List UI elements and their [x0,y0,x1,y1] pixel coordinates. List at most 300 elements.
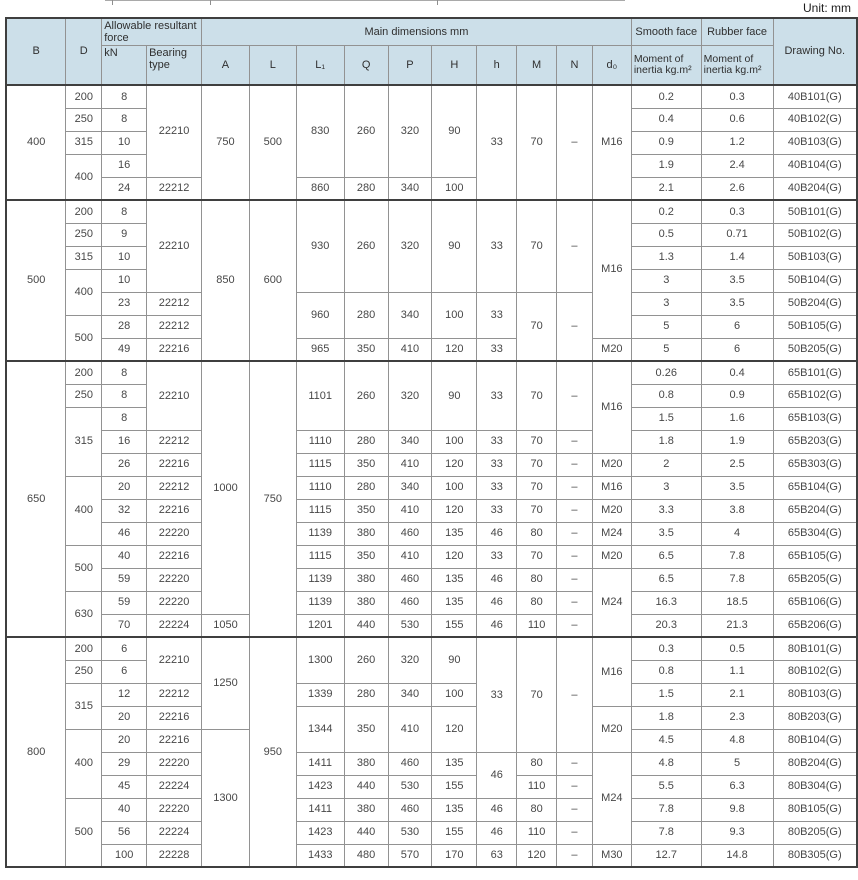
cell-M: 70 [517,476,557,499]
cell-dwg: 80B203(G) [773,706,857,729]
cell-dwg: 65B303(G) [773,453,857,476]
table-row [6,545,857,568]
cell-brg: 22210 [147,85,202,177]
cell-M: 80 [517,798,557,821]
cell-B: 800 [6,637,66,867]
cell-Q: 260 [344,200,388,292]
cell-ru: 3.8 [701,499,773,522]
unit-label: Unit: mm [803,1,851,15]
col-header-B: B [6,18,66,85]
cell-brg: 22212 [147,292,202,315]
cell-H: 100 [432,683,477,706]
cell-brg: 22212 [147,315,202,338]
cell-L1: 860 [296,177,344,200]
cell-P: 340 [388,177,432,200]
cell-dwg: 40B102(G) [773,108,857,131]
cell-N: – [557,798,593,821]
cell-h: 46 [477,614,517,637]
col-header-H: H [432,45,477,85]
cell-h: 33 [477,361,517,430]
cell-M: 120 [517,844,557,867]
cell-P: 530 [388,614,432,637]
table-row [6,568,857,591]
cell-H: 120 [432,545,477,568]
col-header-P: P [388,45,432,85]
cell-P: 340 [388,683,432,706]
cell-N: – [557,499,593,522]
cell-brg: 22220 [147,591,202,614]
cell-ru: 1.6 [701,407,773,430]
cell-H: 170 [432,844,477,867]
cell-kN: 45 [102,775,147,798]
cell-ru: 2.6 [701,177,773,200]
cell-dwg: 50B205(G) [773,338,857,361]
cell-ru: 0.6 [701,108,773,131]
cell-ru: 0.71 [701,223,773,246]
cell-D: 250 [66,384,102,407]
cell-M: 70 [517,430,557,453]
cell-kN: 40 [102,798,147,821]
cell-sm: 0.5 [631,223,701,246]
table-row [6,522,857,545]
cell-H: 100 [432,177,477,200]
cell-L1: 1110 [296,430,344,453]
cell-kN: 56 [102,821,147,844]
cell-brg: 22210 [147,637,202,683]
cell-brg: 22216 [147,706,202,729]
cell-h: 46 [477,522,517,545]
cell-P: 340 [388,476,432,499]
cell-P: 460 [388,798,432,821]
cell-P: 320 [388,361,432,430]
table-row [6,338,857,361]
cell-Q: 280 [344,292,388,338]
cell-L1: 1139 [296,591,344,614]
cell-P: 410 [388,453,432,476]
cell-d0: M16 [592,361,631,453]
cell-L: 950 [249,637,296,867]
cell-P: 320 [388,85,432,177]
cell-ru: 9.8 [701,798,773,821]
cell-kN: 29 [102,752,147,775]
fragment-tick [210,0,211,5]
cell-h: 33 [477,476,517,499]
cell-d0: M30 [592,844,631,867]
cell-N: – [557,453,593,476]
cell-N: – [557,752,593,775]
cell-L1: 1115 [296,453,344,476]
cell-kN: 40 [102,545,147,568]
cell-sm: 0.8 [631,384,701,407]
cell-h: 33 [477,453,517,476]
cell-d0: M16 [592,476,631,499]
cell-brg: 22224 [147,614,202,637]
cell-D: 400 [66,269,102,315]
cell-Q: 280 [344,177,388,200]
cell-sm: 4.8 [631,752,701,775]
cell-H: 155 [432,821,477,844]
cell-dwg: 80B105(G) [773,798,857,821]
cell-L1: 1300 [296,637,344,683]
table-row [6,292,857,315]
cell-L1: 1201 [296,614,344,637]
cell-H: 135 [432,752,477,775]
cell-kN: 24 [102,177,147,200]
cell-D: 200 [66,361,102,384]
cropped-table-fragment [105,0,625,1]
cell-ru: 5 [701,752,773,775]
cell-ru: 0.3 [701,200,773,223]
cell-dwg: 80B104(G) [773,729,857,752]
cell-sm: 3 [631,269,701,292]
cell-D: 315 [66,407,102,476]
col-header-drawing-no: Drawing No. [773,18,857,85]
cell-dwg: 65B103(G) [773,407,857,430]
cell-A: 1300 [202,729,250,867]
cell-sm: 0.9 [631,131,701,154]
cell-D: 315 [66,683,102,729]
fragment-tick [437,0,438,5]
cell-sm: 3.3 [631,499,701,522]
cell-L1: 1423 [296,775,344,798]
cell-dwg: 40B103(G) [773,131,857,154]
cell-M: 110 [517,821,557,844]
cell-dwg: 50B103(G) [773,246,857,269]
cell-N: – [557,85,593,200]
table-row [6,706,857,729]
cell-ru: 2.3 [701,706,773,729]
cell-D: 200 [66,637,102,660]
cell-H: 100 [432,292,477,338]
table-row [6,844,857,867]
cell-N: – [557,637,593,752]
cell-N: – [557,844,593,867]
cell-P: 340 [388,292,432,338]
cell-L1: 1115 [296,499,344,522]
cell-N: – [557,545,593,568]
cell-D: 315 [66,131,102,154]
cell-sm: 1.5 [631,407,701,430]
cell-brg: 22210 [147,361,202,430]
cell-ru: 0.3 [701,85,773,108]
cell-D: 200 [66,85,102,108]
cell-dwg: 65B204(G) [773,499,857,522]
cell-h: 33 [477,338,517,361]
cell-ru: 0.4 [701,361,773,384]
dimensions-table [5,17,858,868]
cell-kN: 70 [102,614,147,637]
cell-L1: 1139 [296,568,344,591]
cell-P: 570 [388,844,432,867]
cell-sm: 6.5 [631,568,701,591]
cell-N: – [557,361,593,430]
cell-kN: 49 [102,338,147,361]
header-sub-row [6,45,857,85]
cell-L1: 1339 [296,683,344,706]
cell-brg: 22216 [147,729,202,752]
cell-kN: 8 [102,407,147,430]
cell-sm: 3 [631,476,701,499]
table-row [6,591,857,614]
cell-sm: 0.8 [631,660,701,683]
cell-kN: 12 [102,683,147,706]
cell-N: – [557,821,593,844]
cell-d0: M24 [592,568,631,637]
cell-brg: 22212 [147,683,202,706]
cell-A: 1250 [202,637,250,729]
cell-Q: 380 [344,591,388,614]
cell-dwg: 65B205(G) [773,568,857,591]
cell-ru: 2.5 [701,453,773,476]
cell-M: 70 [517,499,557,522]
cell-Q: 380 [344,568,388,591]
cell-sm: 1.5 [631,683,701,706]
col-header-bearing-type: Bearing type [147,45,202,85]
cell-dwg: 80B103(G) [773,683,857,706]
cell-h: 46 [477,798,517,821]
cell-H: 120 [432,706,477,752]
cell-L1: 1139 [296,522,344,545]
table-row [6,798,857,821]
table-row [6,177,857,200]
cell-H: 100 [432,476,477,499]
cell-D: 400 [66,476,102,545]
col-header-kN: kN [102,45,147,85]
cell-N: – [557,568,593,591]
cell-A: 1050 [202,614,250,637]
cell-h: 33 [477,637,517,752]
cell-Q: 280 [344,430,388,453]
cell-P: 410 [388,545,432,568]
cell-dwg: 80B102(G) [773,660,857,683]
cell-H: 90 [432,200,477,292]
cell-Q: 260 [344,361,388,430]
cell-L1: 1411 [296,798,344,821]
cell-sm: 4.5 [631,729,701,752]
cell-D: 400 [66,729,102,798]
cell-h: 33 [477,85,517,200]
table-row [6,637,857,660]
cell-kN: 20 [102,476,147,499]
cell-N: – [557,775,593,798]
cell-brg: 22216 [147,545,202,568]
cell-L: 750 [249,361,296,637]
cell-L1: 960 [296,292,344,338]
cell-H: 90 [432,85,477,177]
cell-kN: 10 [102,131,147,154]
cell-Q: 350 [344,453,388,476]
cell-brg: 22220 [147,798,202,821]
cell-kN: 20 [102,729,147,752]
cell-d0: M16 [592,200,631,338]
cell-B: 400 [6,85,66,200]
cell-Q: 440 [344,775,388,798]
cell-sm: 5 [631,315,701,338]
cell-kN: 10 [102,246,147,269]
cell-dwg: 80B304(G) [773,775,857,798]
cell-brg: 22216 [147,499,202,522]
cell-Q: 280 [344,683,388,706]
cell-h: 46 [477,591,517,614]
cell-H: 135 [432,591,477,614]
cell-sm: 1.8 [631,430,701,453]
cell-h: 46 [477,752,517,798]
cell-M: 110 [517,775,557,798]
cell-sm: 0.2 [631,85,701,108]
cell-ru: 4 [701,522,773,545]
cell-dwg: 65B102(G) [773,384,857,407]
cell-brg: 22220 [147,522,202,545]
cell-kN: 23 [102,292,147,315]
cell-ru: 0.5 [701,637,773,660]
cell-kN: 16 [102,430,147,453]
table-header [6,18,857,85]
cell-Q: 480 [344,844,388,867]
col-header-N: N [557,45,593,85]
cell-H: 155 [432,614,477,637]
cell-dwg: 50B105(G) [773,315,857,338]
cell-dwg: 65B304(G) [773,522,857,545]
cell-Q: 440 [344,821,388,844]
cell-N: – [557,614,593,637]
cell-D: 250 [66,660,102,683]
cell-A: 850 [202,200,250,361]
cell-dwg: 65B203(G) [773,430,857,453]
cell-dwg: 50B101(G) [773,200,857,223]
cell-N: – [557,591,593,614]
cell-d0: M20 [592,545,631,568]
cell-brg: 22212 [147,430,202,453]
cell-M: 70 [517,361,557,430]
col-header-rubber-moment-of-inertia: Moment of inertia kg.m² [701,45,773,85]
cell-kN: 8 [102,200,147,223]
cell-D: 500 [66,798,102,867]
cell-M: 70 [517,545,557,568]
cell-h: 63 [477,844,517,867]
col-header-d0: d₀ [592,45,631,85]
col-header-Q: Q [344,45,388,85]
cell-h: 33 [477,499,517,522]
cell-brg: 22216 [147,338,202,361]
cell-kN: 8 [102,361,147,384]
table-row [6,361,857,384]
cell-L1: 830 [296,85,344,177]
cell-Q: 440 [344,614,388,637]
cell-kN: 6 [102,660,147,683]
cell-sm: 0.3 [631,637,701,660]
cell-dwg: 65B101(G) [773,361,857,384]
cell-H: 135 [432,568,477,591]
col-header-D: D [66,18,102,85]
cell-N: – [557,430,593,453]
cell-ru: 1.4 [701,246,773,269]
cell-kN: 100 [102,844,147,867]
cell-M: 80 [517,591,557,614]
cell-dwg: 80B101(G) [773,637,857,660]
cell-P: 410 [388,499,432,522]
cell-H: 135 [432,522,477,545]
cell-brg: 22216 [147,453,202,476]
cell-kN: 9 [102,223,147,246]
cell-sm: 1.3 [631,246,701,269]
cell-brg: 22210 [147,200,202,292]
cell-sm: 16.3 [631,591,701,614]
cell-P: 340 [388,430,432,453]
cell-sm: 7.8 [631,821,701,844]
cell-H: 90 [432,361,477,430]
cell-D: 500 [66,545,102,591]
cell-Q: 350 [344,706,388,752]
cell-kN: 26 [102,453,147,476]
table-row [6,499,857,522]
cell-B: 500 [6,200,66,361]
cell-P: 460 [388,568,432,591]
cell-L1: 1101 [296,361,344,430]
cell-sm: 12.7 [631,844,701,867]
cell-ru: 6 [701,338,773,361]
cell-N: – [557,292,593,361]
cell-sm: 0.2 [631,200,701,223]
cell-P: 460 [388,752,432,775]
cell-Q: 350 [344,338,388,361]
cell-d0: M24 [592,752,631,844]
cell-d0: M20 [592,706,631,752]
cell-ru: 18.5 [701,591,773,614]
cell-P: 410 [388,706,432,752]
cell-P: 530 [388,775,432,798]
cell-H: 120 [432,499,477,522]
table-row [6,821,857,844]
table-row [6,614,857,637]
cell-sm: 20.3 [631,614,701,637]
cell-A: 750 [202,85,250,200]
cell-M: 70 [517,637,557,752]
cell-dwg: 50B102(G) [773,223,857,246]
cell-N: – [557,476,593,499]
cell-sm: 6.5 [631,545,701,568]
cell-brg: 22224 [147,821,202,844]
cell-kN: 28 [102,315,147,338]
cell-M: 110 [517,614,557,637]
cell-M: 80 [517,568,557,591]
cell-kN: 46 [102,522,147,545]
cell-kN: 32 [102,499,147,522]
cell-ru: 1.1 [701,660,773,683]
cell-dwg: 65B104(G) [773,476,857,499]
table-row [6,775,857,798]
cell-d0: M24 [592,522,631,545]
cell-H: 135 [432,798,477,821]
cell-Q: 260 [344,637,388,683]
cell-P: 320 [388,637,432,683]
cell-D: 315 [66,246,102,269]
cell-H: 90 [432,637,477,683]
cell-h: 33 [477,545,517,568]
cell-dwg: 65B105(G) [773,545,857,568]
cell-kN: 8 [102,384,147,407]
col-header-L1: L₁ [296,45,344,85]
cell-A: 1000 [202,361,250,614]
cell-sm: 7.8 [631,798,701,821]
cell-ru: 21.3 [701,614,773,637]
cell-kN: 10 [102,269,147,292]
table-row [6,752,857,775]
cell-Q: 380 [344,522,388,545]
cell-Q: 350 [344,499,388,522]
cell-P: 530 [388,821,432,844]
cell-H: 100 [432,430,477,453]
cell-brg: 22212 [147,476,202,499]
